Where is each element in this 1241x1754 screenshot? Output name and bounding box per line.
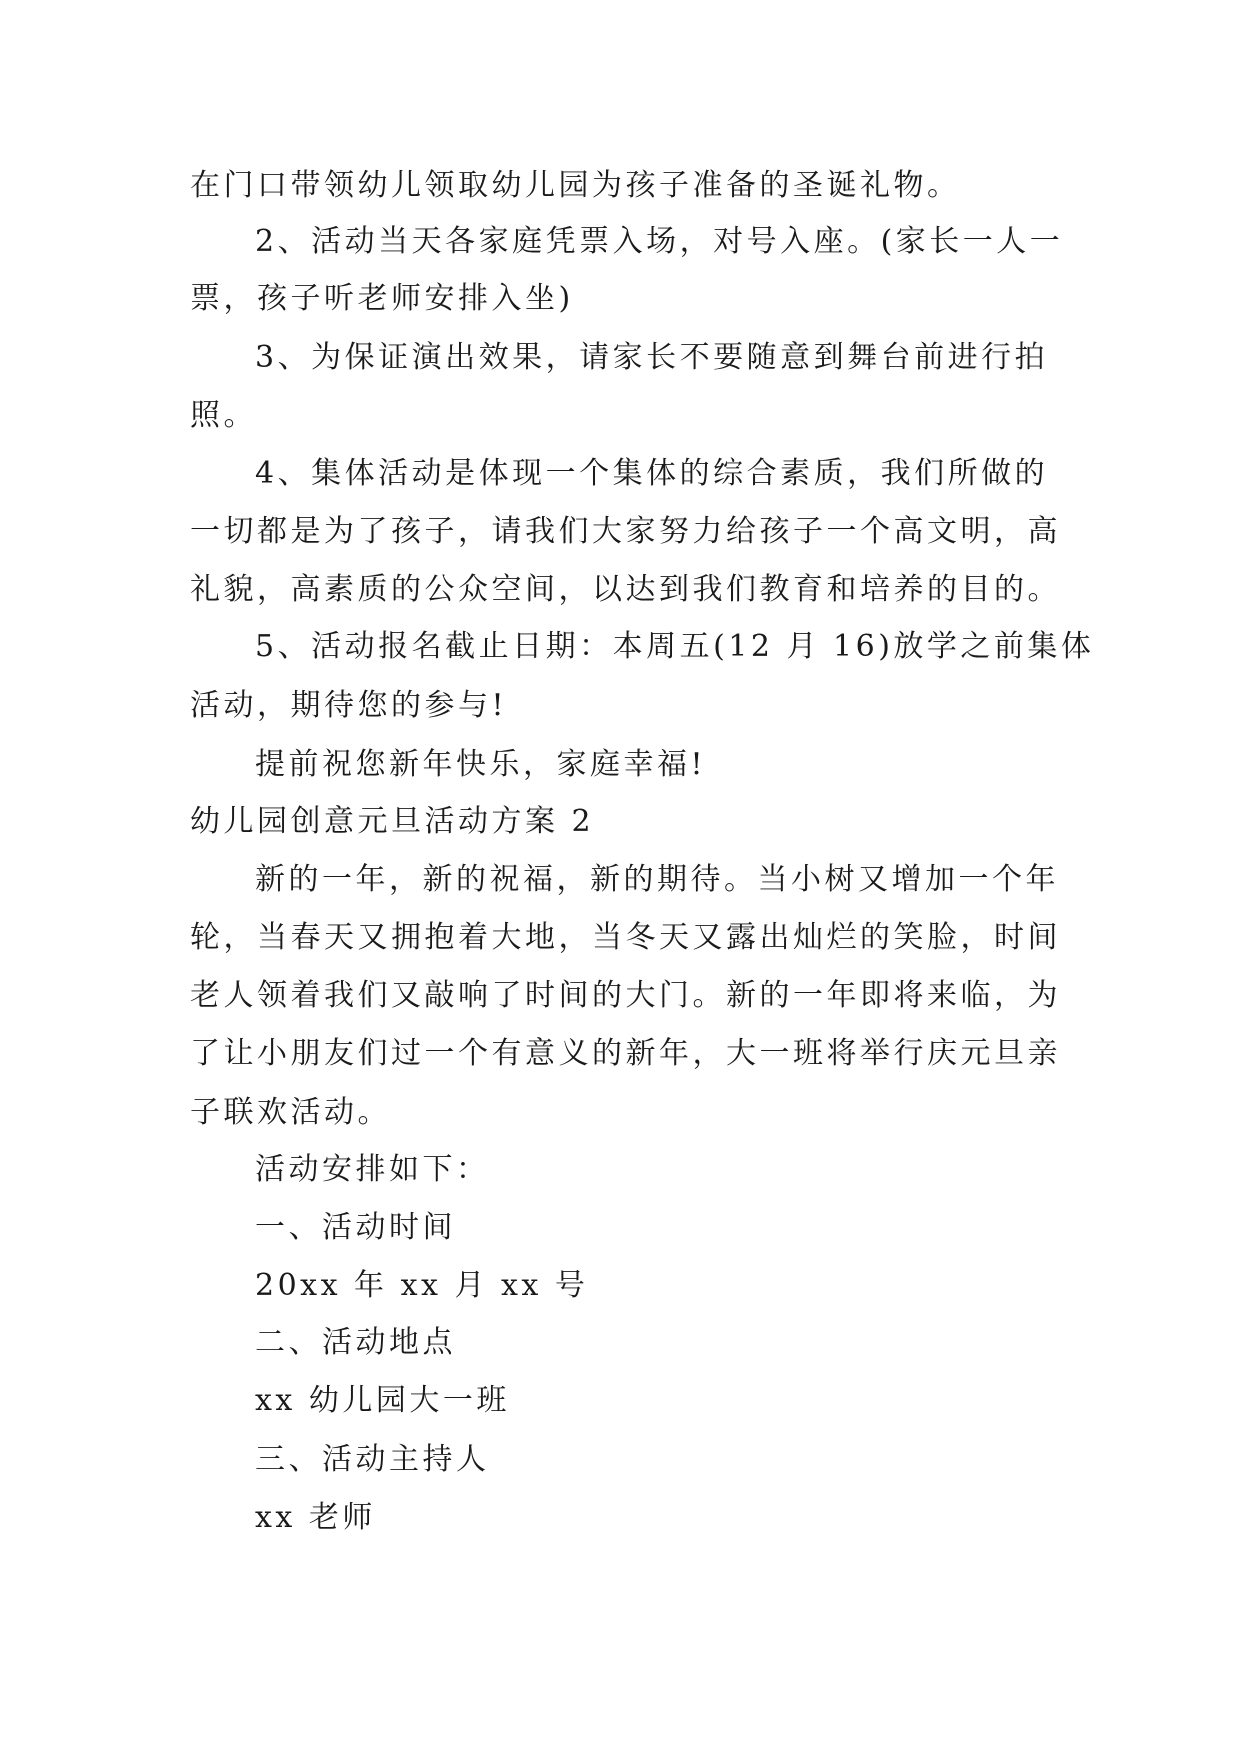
paragraph-line: 活动安排如下： [255,1152,490,1187]
list-heading: 一、活动时间 [255,1210,456,1245]
paragraph-line: 子联欢活动。 [190,1095,391,1130]
paragraph-line: xx 幼儿园大一班 [255,1383,510,1418]
paragraph-line: 一切都是为了孩子，请我们大家努力给孩子一个高文明，高 [190,514,1061,549]
paragraph-line: 照。 [190,398,257,433]
paragraph-line: 老人领着我们又敲响了时间的大门。新的一年即将来临，为 [190,978,1061,1013]
paragraph-line: 新的一年，新的祝福，新的期待。当小树又增加一个年 [255,862,1059,897]
list-heading: 二、活动地点 [255,1325,456,1360]
paragraph-line: 活动，期待您的参与! [190,688,508,723]
paragraph-line: 提前祝您新年快乐，家庭幸福! [255,747,707,782]
paragraph-line: xx 老师 [255,1500,376,1535]
paragraph-line: 票，孩子听老师安排入坐) [190,281,574,316]
paragraph-line: 4、集体活动是体现一个集体的综合素质，我们所做的 [255,456,1049,491]
paragraph-line: 轮，当春天又拥抱着大地，当冬天又露出灿烂的笑脸，时间 [190,920,1061,955]
paragraph-line: 礼貌，高素质的公众空间，以达到我们教育和培养的目的。 [190,572,1061,607]
paragraph-line: 20xx 年 xx 月 xx 号 [255,1268,589,1303]
paragraph-line: 在门口带领幼儿领取幼儿园为孩子准备的圣诞礼物。 [190,168,961,203]
paragraph-line: 5、活动报名截止日期：本周五(12 月 16)放学之前集体 [255,629,1095,664]
paragraph-line: 了让小朋友们过一个有意义的新年，大一班将举行庆元旦亲 [190,1036,1061,1071]
list-heading: 三、活动主持人 [255,1442,490,1477]
section-heading: 幼儿园创意元旦活动方案 2 [190,804,595,839]
paragraph-line: 2、活动当天各家庭凭票入场，对号入座。(家长一人一 [255,224,1064,259]
paragraph-line: 3、为保证演出效果，请家长不要随意到舞台前进行拍 [255,340,1049,375]
